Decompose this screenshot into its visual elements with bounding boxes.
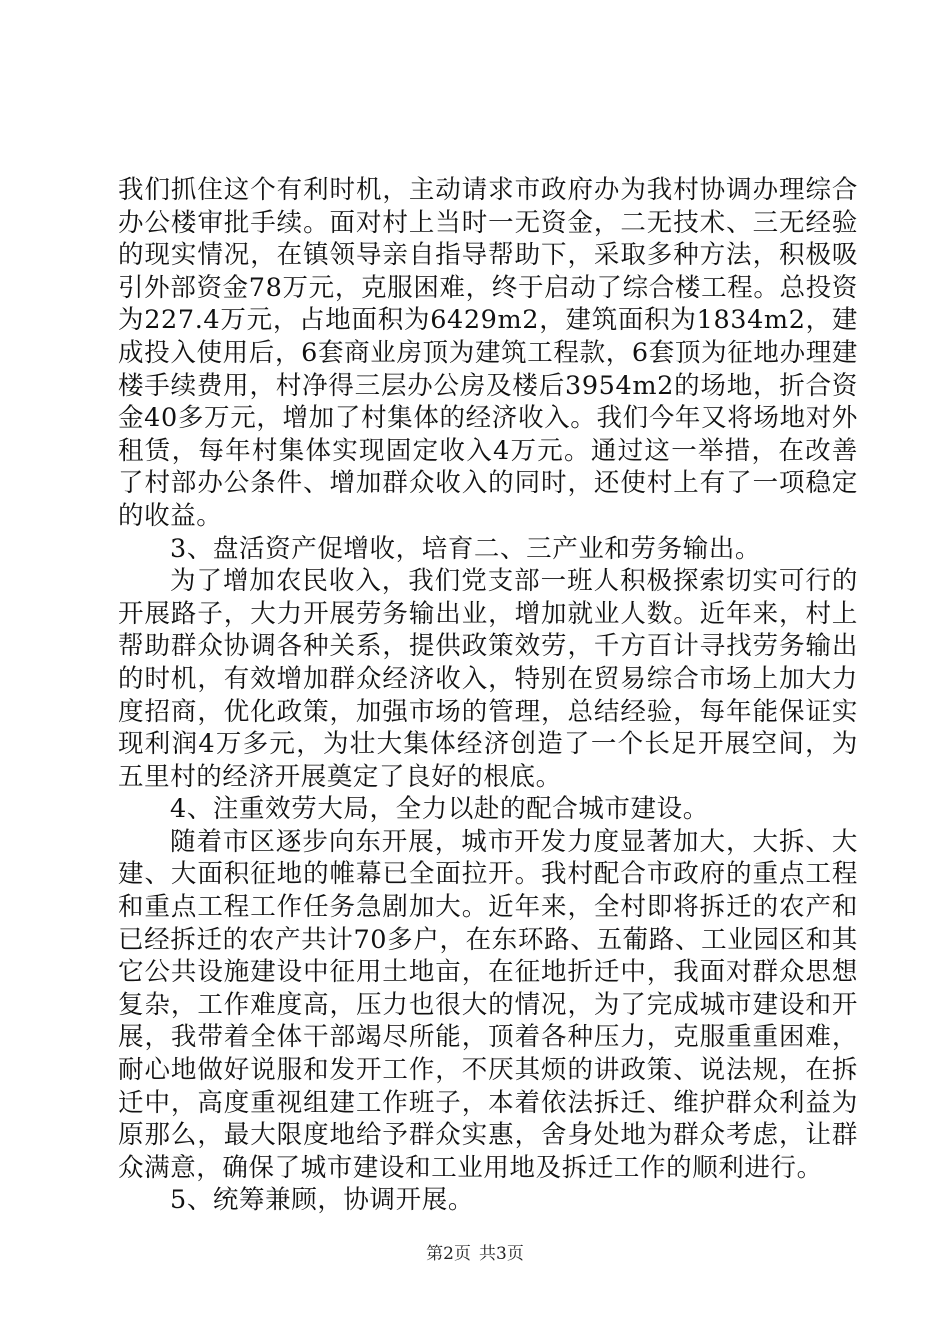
paragraph-labor-export: 为了增加农民收入，我们党支部一班人积极探索切实可行的开展路子，大力开展劳务输出业，增加就业人数。近年来，村上帮助群众协调各种关系，提供政策效劳，千方百计寻找劳务输出的时机，有效增加群众经济收入，特别在贸易综合市场上加大力度招商，优化政策，加强市场的管理，总结经验，每年能保证实现利润4万多元，为壮大集体经济创造了一个长足开展空间，为五里村的经济开展奠定了良好的根底。 [118,566,858,792]
page-total: 共3页 [479,1244,524,1264]
paragraph-composite-building: 我们抓住这个有利时机，主动请求市政府办为我村协调办理综合办公楼审批手续。面对村上当时一无资金，二无技术、三无经验的现实情况，在镇领导亲自指导帮助下，采取多种方法，积极吸引外部资金78万元，克服困难，终于启动了综合楼工程。总投资为227.4万元，占地面积为6429m2，建筑面积为1834m2，建成投入使用后，6套商业房顶为建筑工程款，6套顶为征地办理建楼手续费用，村净得三层办公房及楼后3954m2的场地，折合资金40多万元，增加了村集体的经济收入。我们今年又将场地对外租赁，每年村集体实现固定收入4万元。通过这一举措，在改善了村部办公条件、增加群众收入的同时，还使村上有了一项稳定的收益。 [118,175,858,531]
heading-city-construction: 4、注重效劳大局，全力以赴的配合城市建设。 [170,794,709,825]
document-body [118,174,858,1217]
page-number: 第2页 [426,1244,471,1264]
heading-asset-revitalization: 3、盘活资产促增收，培育二、三产业和劳务输出。 [170,533,762,564]
page-footer [0,1243,950,1265]
heading-coordinated-development: 5、统筹兼顾，协调开展。 [170,1185,474,1216]
paragraph-land-acquisition: 随着市区逐步向东开展，城市开发力度显著加大，大拆、大建、大面积征地的帷幕已全面拉开。我村配合市政府的重点工程和重点工程工作任务急剧加大。近年来，全村即将拆迁的农产和已经拆迁的农产共计70多户，在东环路、五葡路、工业园区和其它公共设施建设中征用土地亩，在征地折迁中，我面对群众思想复杂，工作难度高，压力也很大的情况，为了完成城市建设和开展，我带着全体干部竭尽所能，顶着各种压力，克服重重困难，耐心地做好说服和发开工作，不厌其烦的讲政策、说法规，在拆迁中，高度重视组建工作班子，本着依法拆迁、维护群众利益为原那么，最大限度地给予群众实惠，舍身处地为群众考虑，让群众满意，确保了城市建设和工业用地及拆迁工作的顺利进行。 [118,826,858,1183]
